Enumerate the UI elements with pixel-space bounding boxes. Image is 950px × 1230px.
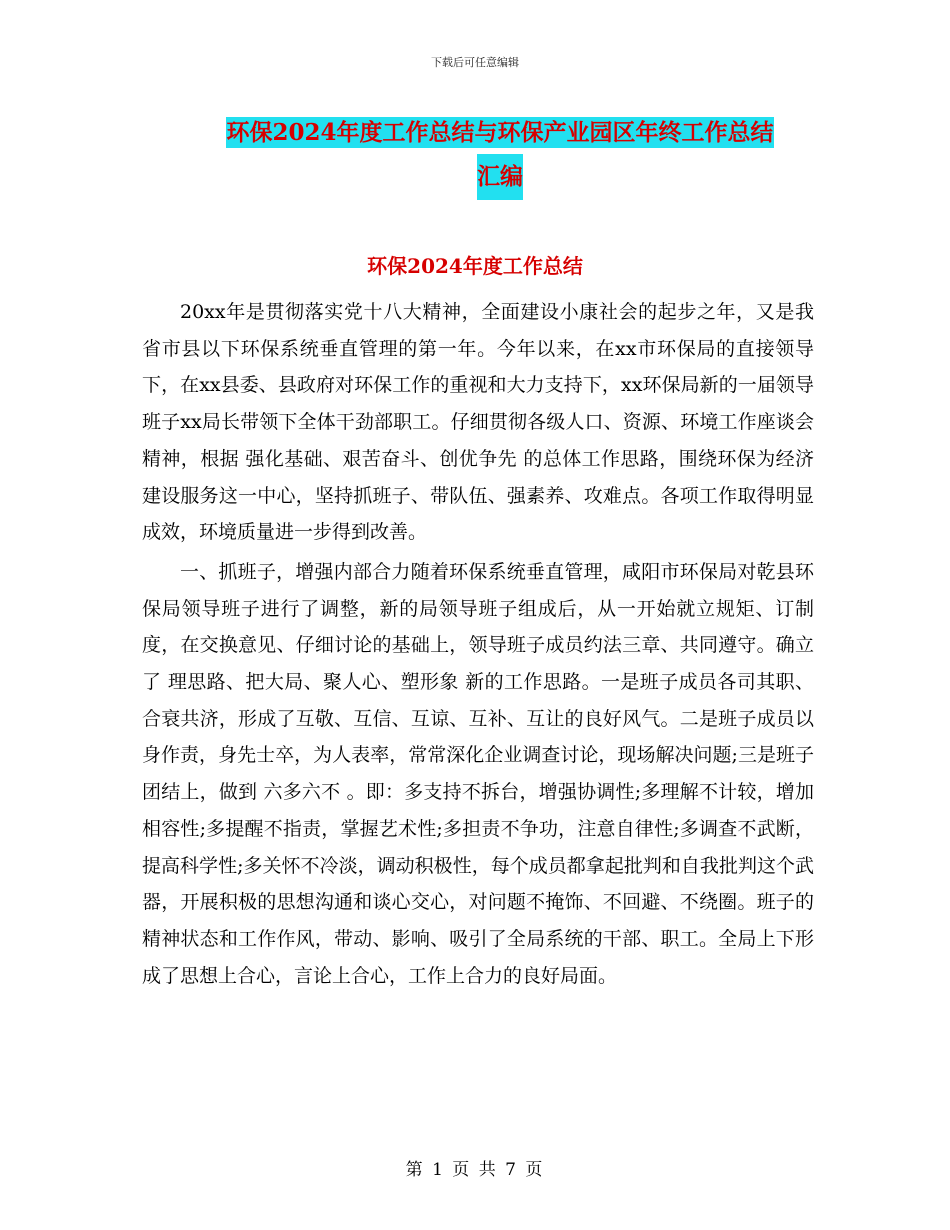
section-title: 环保2024年度工作总结	[367, 254, 583, 278]
header-note: 下载后可任意编辑	[431, 56, 519, 69]
document-title	[190, 112, 810, 200]
paragraph-intro: 20xx年是贯彻落实党十八大精神，全面建设小康社会的起步之年，又是我省市县以下环保系统垂直管理的第一年。今年以来，在xx市环保局的直接领导下，在xx县委、县政府对环保工作的重视和大力支持下，xx环保局新的一届领导班子xx局长带领下全体干劲部职工。仔细贯彻各级人口、资源、环境工作座谈会精神，根据 强化基础、艰苦奋斗、创优争先 的总体工作思路，围绕环保为经济建设服务这一中心，坚持抓班子、带队伍、强素养、攻难点。各项工作取得明显成效，环境质量进一步得到改善。	[142, 301, 814, 544]
document-title-line1: 环保2024年度工作总结与环保产业园区年终工作总结	[226, 119, 774, 146]
document-title-line2: 汇编	[477, 154, 523, 200]
page-footer: 第 1 页 共 7 页	[405, 1160, 545, 1180]
paragraph-leadership: 一、抓班子，增强内部合力随着环保系统垂直管理，咸阳市环保局对乾县环保局领导班子进行了调整，新的局领导班子组成后，从一开始就立规矩、订制度，在交换意见、仔细讨论的基础上，领导班子成员约法三章、共同遵守。确立了 理思路、把大局、聚人心、塑形象 新的工作思路。一是班子成员各司其职、合衰共济，形成了互敬、互信、互谅、互补、互让的良好风气。二是班子成员以身作责，身先士卒，为人表率，常常深化企业调查讨论，现场解决问题;三是班子团结上，做到 六多六不 。即：多支持不拆台，增强协调性;多理解不计较，增加相容性;多提醒不指责，掌握艺术性;多担责不争功，注意自律性;多调查不武断，提高科学性;多关怀不冷淡，调动积极性，每个成员都拿起批判和自我批判这个武器，开展积极的思想沟通和谈心交心，对问题不掩饰、不回避、不绕圈。班子的精神状态和工作作风，带动、影响、吸引了全局系统的干部、职工。全局上下形成了思想上合心，言论上合心，工作上合力的良好局面。	[142, 560, 814, 987]
document-body	[142, 294, 814, 994]
